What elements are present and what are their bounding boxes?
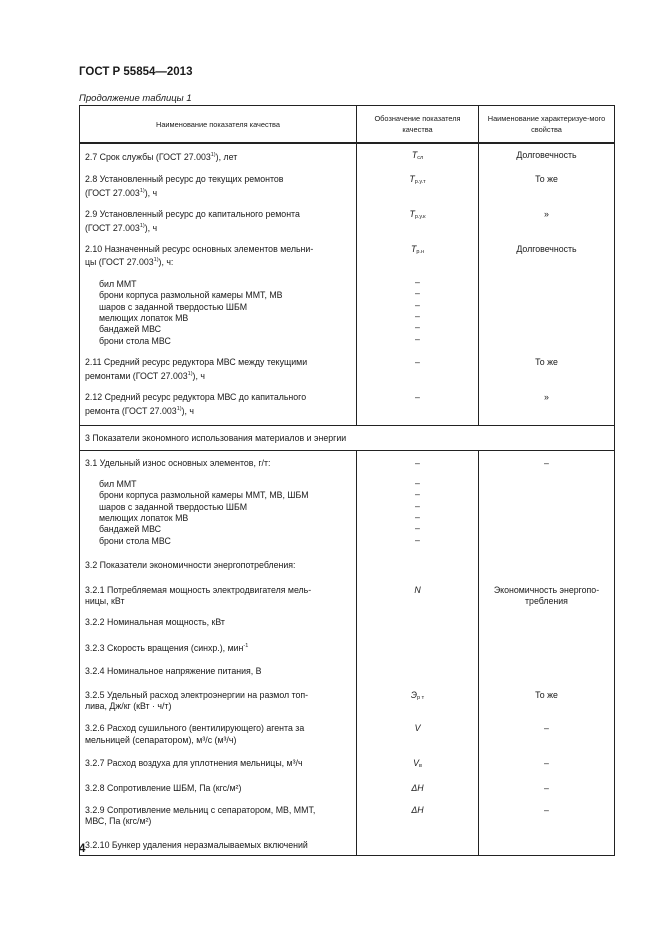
indicator-symbol-cell: Tр.н	[357, 234, 479, 269]
indicator-name-cell: 3.2.3 Скорость вращения (синхр.), мин$^{-1}$	[80, 629, 357, 654]
table-row	[80, 382, 615, 425]
column-header-indicator-name: Наименование показателя качества	[80, 106, 357, 144]
list-item-symbol: –	[415, 489, 420, 500]
indicator-name-cell: 2.12 Средний ресурс редуктора МВС до капитального ремонта (ГОСТ 27.003$^{1)}$), ч	[80, 382, 357, 425]
list-item-symbol: –	[415, 288, 420, 299]
list-item-symbol: –	[415, 299, 420, 310]
property-cell: Долговечность	[479, 143, 615, 164]
indicator-symbol-cell	[357, 654, 479, 677]
property-cell: –	[479, 712, 615, 746]
list-item: бил ММТ	[99, 278, 137, 289]
sub-items-symbol-cell	[357, 470, 479, 547]
table-row	[80, 773, 615, 794]
list-item-symbol: –	[415, 511, 420, 522]
sub-items-cell	[80, 470, 357, 547]
property-cell	[479, 269, 615, 347]
list-item: шаров с заданной твердостью ШБМ	[99, 501, 248, 512]
property-cell: То же	[479, 164, 615, 199]
table-row	[80, 234, 615, 269]
list-item: брони стола МВС	[99, 335, 171, 346]
property-cell: »	[479, 199, 615, 234]
property-cell: –	[479, 773, 615, 794]
table-row	[80, 746, 615, 772]
indicator-name-cell: 3.2 Показатели экономичности энергопотребления:	[80, 547, 357, 571]
table-row	[80, 164, 615, 199]
table-row	[80, 629, 615, 654]
indicator-name-cell: 2.9 Установленный ресурс до капитального ремонта (ГОСТ 27.003$^{1)}$), ч	[80, 199, 357, 234]
indicator-name-cell: 2.7 Срок службы (ГОСТ 27.003$^{1)}$), лет	[80, 143, 357, 164]
property-cell	[479, 654, 615, 677]
section-heading-row	[80, 425, 615, 450]
property-cell: –	[479, 794, 615, 828]
indicator-symbol-cell: V	[357, 712, 479, 746]
table-row	[80, 451, 615, 470]
indicator-name-cell: 2.11 Средний ресурс редуктора МВС между текущими ремонтами (ГОСТ 27.003$^{1)}$), ч	[80, 347, 357, 382]
table-row	[80, 572, 615, 608]
indicator-symbol-cell: Tр.у.т	[357, 164, 479, 199]
section-heading: 3 Показатели экономного использования материалов и энергии	[80, 425, 615, 450]
list-item: брони корпуса размольной камеры ММТ, МВ, ШБМ	[99, 490, 309, 501]
column-header-property-name: Наименование характеризуе-мого свойства	[479, 106, 615, 144]
indicator-symbol-cell: Tр.у.к	[357, 199, 479, 234]
document-header-title: ГОСТ Р 55854—2013	[79, 66, 193, 78]
property-cell: –	[479, 451, 615, 470]
property-cell: Экономичность энергопо- требления	[479, 572, 615, 608]
list-item-symbol: –	[415, 322, 420, 333]
indicator-symbol-cell: –	[357, 382, 479, 425]
indicator-symbol-cell: Vв	[357, 746, 479, 772]
table-row	[80, 712, 615, 746]
table-row	[80, 678, 615, 713]
property-cell: –	[479, 746, 615, 772]
table-header-row	[80, 106, 615, 144]
indicator-symbol-cell: N	[357, 572, 479, 608]
list-item-symbol: –	[415, 477, 420, 488]
indicator-symbol-cell: –	[357, 347, 479, 382]
quality-indicators-table	[79, 105, 615, 856]
property-cell: Долговечность	[479, 234, 615, 269]
table-row	[80, 794, 615, 828]
property-cell	[479, 629, 615, 654]
table-row	[80, 828, 615, 856]
property-cell	[479, 470, 615, 547]
table-row	[80, 199, 615, 234]
sub-items-cell	[80, 269, 357, 347]
list-item: брони корпуса размольной камеры ММТ, МВ	[99, 290, 283, 301]
property-cell: То же	[479, 347, 615, 382]
indicator-name-cell: 3.2.4 Номинальное напряжение питания, В	[80, 654, 357, 677]
indicator-symbol-cell	[357, 547, 479, 571]
property-cell	[479, 607, 615, 628]
indicator-name-cell: 3.2.10 Бункер удаления неразмалываемых включений	[80, 828, 357, 856]
list-item: мелющих лопаток МВ	[99, 313, 189, 324]
property-cell: То же	[479, 678, 615, 713]
table-row	[80, 547, 615, 571]
table-row	[80, 470, 615, 547]
indicator-symbol-cell: –	[357, 451, 479, 470]
list-item-symbol: –	[415, 500, 420, 511]
list-item-symbol: –	[415, 311, 420, 322]
list-item-symbol: –	[415, 333, 420, 344]
indicator-name-cell: 3.2.6 Расход сушильного (вентилирующего) агента за мельницей (сепаратором), м³/с (м³/ч)	[80, 712, 357, 746]
indicator-name-cell: 3.2.7 Расход воздуха для уплотнения мельницы, м³/ч	[80, 746, 357, 772]
sub-items-symbol-cell	[357, 269, 479, 347]
indicator-symbol-cell	[357, 828, 479, 856]
indicator-name-cell: 3.1 Удельный износ основных элементов, г/т:	[80, 451, 357, 470]
indicator-name-cell: 3.2.9 Сопротивление мельниц с сепаратором, МВ, ММТ, МВС, Па (кгс/м²)	[80, 794, 357, 828]
table-continuation-caption: Продолжение таблицы 1	[79, 93, 192, 104]
indicator-name-cell: 3.2.5 Удельный расход электроэнергии на размол топ- лива, Дж/кг (кВт · ч/т)	[80, 678, 357, 713]
table-row	[80, 143, 615, 164]
list-item-symbol: –	[415, 523, 420, 534]
indicator-symbol-cell	[357, 629, 479, 654]
indicator-name-cell: 2.8 Установленный ресурс до текущих ремонтов (ГОСТ 27.003$^{1)}$), ч	[80, 164, 357, 199]
list-item: бандажей МВС	[99, 524, 162, 535]
indicator-symbol-cell: ΔH	[357, 773, 479, 794]
indicator-name-cell: 2.10 Назначенный ресурс основных элементов мельни- цы (ГОСТ 27.003$^{1)}$), ч:	[80, 234, 357, 269]
table-row	[80, 654, 615, 677]
property-cell	[479, 828, 615, 856]
list-item: брони стола МВС	[99, 535, 171, 546]
list-item-symbol: –	[415, 276, 420, 287]
indicator-name-cell: 3.2.8 Сопротивление ШБМ, Па (кгс/м²)	[80, 773, 357, 794]
property-cell: »	[479, 382, 615, 425]
indicator-name-cell: 3.2.1 Потребляемая мощность электродвигателя мель- ницы, кВт	[80, 572, 357, 608]
table-row	[80, 347, 615, 382]
indicator-symbol-cell: Tсл	[357, 143, 479, 164]
table-row	[80, 607, 615, 628]
list-item: шаров с заданной твердостью ШБМ	[99, 301, 248, 312]
indicator-symbol-cell	[357, 607, 479, 628]
indicator-symbol-cell: ΔH	[357, 794, 479, 828]
list-item: мелющих лопаток МВ	[99, 512, 189, 523]
table-row	[80, 269, 615, 347]
page-number: 4	[79, 843, 86, 855]
list-item: бандажей МВС	[99, 324, 162, 335]
indicator-name-cell: 3.2.2 Номинальная мощность, кВт	[80, 607, 357, 628]
list-item-symbol: –	[415, 534, 420, 545]
list-item: бил ММТ	[99, 478, 137, 489]
column-header-indicator-symbol: Обозначение показателя качества	[357, 106, 479, 144]
indicator-symbol-cell: Эр т	[357, 678, 479, 713]
property-cell	[479, 547, 615, 571]
